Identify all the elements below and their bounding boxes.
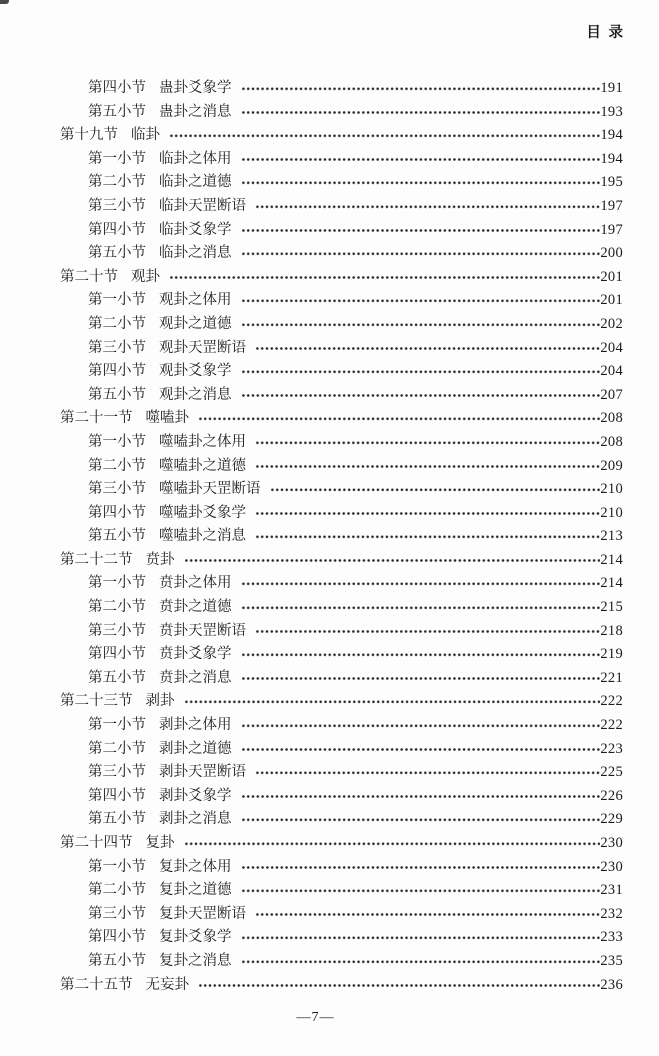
- entry-label: 第二小节: [88, 457, 146, 474]
- dotted-leader: [255, 903, 600, 927]
- toc-entry: [0, 455, 623, 479]
- toc-entry: [0, 667, 623, 691]
- dotted-leader: [241, 714, 601, 738]
- dotted-leader: [241, 738, 601, 762]
- toc-entry: [0, 266, 623, 290]
- entry-page-number: 233: [600, 929, 623, 946]
- entry-page-number: 201: [600, 268, 623, 285]
- entry-page-number: 229: [600, 811, 623, 828]
- entry-label: 第一小节: [88, 292, 146, 309]
- entry-title: 噬嗑卦天罡断语: [159, 481, 261, 498]
- dotted-leader: [169, 124, 600, 148]
- dotted-leader: [255, 195, 600, 219]
- dotted-leader: [241, 242, 601, 266]
- toc-entry: [0, 643, 623, 667]
- toc-entry: [0, 101, 623, 125]
- entry-label: 第五小节: [88, 386, 146, 403]
- entry-title: 临卦: [131, 127, 160, 144]
- entry-label: 第二小节: [88, 315, 146, 332]
- entry-label: 第二小节: [88, 882, 146, 899]
- dotted-leader: [241, 667, 601, 691]
- dotted-leader: [241, 808, 601, 832]
- entry-title: 剥卦天罡断语: [159, 764, 246, 781]
- dotted-leader: [241, 879, 601, 903]
- entry-title: 复卦天罡断语: [159, 905, 246, 922]
- entry-page-number: 213: [600, 528, 623, 545]
- dotted-leader: [255, 455, 600, 479]
- entry-title: 噬嗑卦: [145, 410, 189, 427]
- toc-entry: [0, 620, 623, 644]
- entry-page-number: 208: [600, 410, 623, 427]
- entry-label: 第二十节: [60, 268, 118, 285]
- entry-title: 剥卦之体用: [159, 717, 232, 734]
- entry-title: 观卦天罡断语: [159, 339, 246, 356]
- page-title: 目 录: [586, 25, 625, 41]
- dotted-leader: [241, 384, 601, 408]
- toc-entry: [0, 785, 623, 809]
- toc-entry: [0, 289, 623, 313]
- toc-entry: [0, 77, 623, 101]
- dotted-leader: [241, 289, 601, 313]
- entry-label: 第一小节: [88, 433, 146, 450]
- entry-label: 第四小节: [88, 929, 146, 946]
- entry-title: 蛊卦之消息: [159, 103, 232, 120]
- toc-entry: [0, 879, 623, 903]
- entry-page-number: 223: [600, 740, 623, 757]
- entry-page-number: 236: [600, 976, 623, 993]
- entry-page-number: 195: [600, 174, 623, 191]
- entry-label: 第二小节: [88, 174, 146, 191]
- entry-label: 第五小节: [88, 811, 146, 828]
- dotted-leader: [241, 77, 601, 101]
- toc-entry: [0, 549, 623, 573]
- entry-label: 第一小节: [88, 575, 146, 592]
- entry-label: 第二十二节: [60, 551, 133, 568]
- entry-title: 观卦之体用: [159, 292, 232, 309]
- toc-entry: [0, 738, 623, 762]
- toc-entry: [0, 242, 623, 266]
- dotted-leader: [184, 690, 601, 714]
- entry-page-number: 221: [600, 669, 623, 686]
- entry-title: 贲卦: [145, 551, 175, 568]
- dotted-leader: [255, 431, 600, 455]
- dotted-leader: [198, 974, 600, 998]
- entry-page-number: 193: [600, 103, 623, 120]
- toc-entry: [0, 219, 623, 243]
- entry-label: 第五小节: [88, 952, 146, 969]
- dotted-leader: [241, 926, 601, 950]
- dotted-leader: [255, 525, 600, 549]
- entry-title: 复卦之消息: [159, 952, 232, 969]
- entry-page-number: 194: [600, 150, 623, 167]
- entry-label: 第三小节: [88, 764, 146, 781]
- entry-page-number: 201: [600, 292, 623, 309]
- entry-title: 剥卦之道德: [159, 740, 232, 757]
- dotted-leader: [241, 219, 601, 243]
- entry-page-number: 226: [600, 787, 623, 804]
- entry-title: 噬嗑卦爻象学: [159, 504, 246, 521]
- entry-label: 第四小节: [88, 787, 146, 804]
- toc-entry: [0, 124, 623, 148]
- entry-page-number: 215: [600, 599, 623, 616]
- entry-label: 第四小节: [88, 504, 146, 521]
- entry-label: 第三小节: [88, 481, 146, 498]
- entry-label: 第二小节: [88, 740, 146, 757]
- entry-page-number: 214: [600, 551, 623, 568]
- entry-title: 复卦: [145, 835, 175, 851]
- entry-page-number: 194: [600, 127, 623, 144]
- toc-entry: [0, 596, 623, 620]
- toc-entry: [0, 903, 623, 927]
- entry-title: 复卦之道德: [159, 882, 232, 899]
- toc-entry: [0, 171, 623, 195]
- entry-title: 临卦天罡断语: [159, 197, 246, 214]
- entry-label: 第一小节: [88, 150, 146, 167]
- scan-edge-artifact: [0, 0, 9, 4]
- toc-entry: [0, 525, 623, 549]
- entry-page-number: 207: [600, 386, 623, 403]
- toc-entry: [0, 926, 623, 950]
- entry-page-number: 210: [600, 481, 623, 498]
- entry-label: 第三小节: [88, 622, 146, 639]
- dotted-leader: [184, 832, 601, 856]
- dotted-leader: [241, 856, 601, 880]
- entry-page-number: 230: [600, 858, 623, 875]
- entry-label: 第五小节: [88, 245, 146, 262]
- entry-label: 第四小节: [88, 646, 146, 663]
- entry-page-number: 214: [600, 575, 623, 592]
- entry-page-number: 225: [600, 764, 623, 781]
- entry-label: 第二十三节: [60, 693, 133, 710]
- entry-title: 复卦之体用: [159, 858, 232, 875]
- entry-page-number: 230: [600, 835, 623, 851]
- entry-page-number: 222: [600, 693, 623, 710]
- footer-page-number: —7—: [296, 1010, 335, 1025]
- toc-entry: [0, 832, 623, 856]
- toc-entry: [0, 195, 623, 219]
- entry-title: 蛊卦爻象学: [159, 80, 232, 96]
- entry-label: 第三小节: [88, 905, 146, 922]
- toc-entry: [0, 478, 623, 502]
- toc-entry: [0, 313, 623, 337]
- entry-page-number: 204: [600, 339, 623, 356]
- toc-entry: [0, 808, 623, 832]
- entry-title: 观卦: [131, 268, 160, 285]
- entry-label: 第二小节: [88, 599, 146, 616]
- toc-entry: [0, 761, 623, 785]
- entry-page-number: 222: [600, 717, 623, 734]
- toc-list: [0, 77, 623, 997]
- entry-page-number: 231: [600, 882, 623, 899]
- toc-entry: [0, 572, 623, 596]
- toc-entry: [0, 148, 623, 172]
- dotted-leader: [241, 313, 601, 337]
- entry-title: 剥卦之消息: [159, 811, 232, 828]
- entry-title: 临卦爻象学: [159, 221, 232, 238]
- dotted-leader: [169, 266, 600, 290]
- entry-label: 第二十四节: [60, 835, 133, 851]
- entry-label: 第二十五节: [60, 976, 133, 993]
- entry-title: 复卦爻象学: [159, 929, 232, 946]
- toc-entry: [0, 714, 623, 738]
- toc-entry: [0, 431, 623, 455]
- entry-title: 贲卦爻象学: [159, 646, 232, 663]
- entry-page-number: 218: [600, 622, 623, 639]
- entry-page-number: 202: [600, 315, 623, 332]
- toc-entry: [0, 384, 623, 408]
- dotted-leader: [241, 643, 601, 667]
- entry-title: 剥卦爻象学: [159, 787, 232, 804]
- entry-title: 剥卦: [145, 693, 175, 710]
- entry-page-number: 219: [600, 646, 623, 663]
- entry-label: 第五小节: [88, 103, 146, 120]
- entry-label: 第三小节: [88, 197, 146, 214]
- entry-title: 噬嗑卦之道德: [159, 457, 246, 474]
- toc-entry: [0, 950, 623, 974]
- toc-entry: [0, 407, 623, 431]
- entry-page-number: 232: [600, 905, 623, 922]
- entry-page-number: 210: [600, 504, 623, 521]
- dotted-leader: [255, 761, 600, 785]
- entry-title: 临卦之体用: [159, 150, 232, 167]
- entry-title: 观卦之消息: [159, 386, 232, 403]
- dotted-leader: [255, 502, 600, 526]
- entry-label: 第二十一节: [60, 410, 133, 427]
- toc-entry: [0, 502, 623, 526]
- dotted-leader: [255, 620, 600, 644]
- entry-title: 噬嗑卦之消息: [159, 528, 246, 545]
- entry-title: 贲卦之体用: [159, 575, 232, 592]
- entry-title: 贲卦之消息: [159, 669, 232, 686]
- dotted-leader: [241, 171, 601, 195]
- toc-entry: [0, 974, 623, 998]
- entry-label: 第三小节: [88, 339, 146, 356]
- dotted-leader: [241, 596, 601, 620]
- entry-page-number: 208: [600, 433, 623, 450]
- dotted-leader: [241, 360, 601, 384]
- entry-title: 无妄卦: [145, 976, 189, 993]
- dotted-leader: [255, 337, 600, 361]
- entry-label: 第五小节: [88, 669, 146, 686]
- entry-title: 噬嗑卦之体用: [159, 433, 246, 450]
- entry-label: 第十九节: [60, 127, 118, 144]
- entry-label: 第四小节: [88, 80, 146, 96]
- entry-title: 贲卦之道德: [159, 599, 232, 616]
- toc-entry: [0, 856, 623, 880]
- entry-page-number: 197: [600, 221, 623, 238]
- toc-entry: [0, 360, 623, 384]
- entry-title: 观卦爻象学: [159, 363, 232, 380]
- entry-title: 临卦之道德: [159, 174, 232, 191]
- entry-label: 第五小节: [88, 528, 146, 545]
- entry-page-number: 209: [600, 457, 623, 474]
- entry-title: 临卦之消息: [159, 245, 232, 262]
- dotted-leader: [241, 148, 601, 172]
- toc-entry: [0, 690, 623, 714]
- entry-page-number: 191: [600, 80, 623, 96]
- dotted-leader: [241, 950, 601, 974]
- dotted-leader: [198, 407, 600, 431]
- entry-label: 第一小节: [88, 858, 146, 875]
- dotted-leader: [270, 478, 601, 502]
- entry-label: 第四小节: [88, 221, 146, 238]
- dotted-leader: [241, 785, 601, 809]
- entry-page-number: 204: [600, 363, 623, 380]
- dotted-leader: [241, 572, 601, 596]
- dotted-leader: [241, 101, 601, 125]
- entry-page-number: 197: [600, 197, 623, 214]
- entry-title: 观卦之道德: [159, 315, 232, 332]
- entry-label: 第一小节: [88, 717, 146, 734]
- dotted-leader: [184, 549, 601, 573]
- entry-page-number: 200: [600, 245, 623, 262]
- toc-entry: [0, 337, 623, 361]
- entry-title: 贲卦天罡断语: [159, 622, 246, 639]
- entry-page-number: 235: [600, 952, 623, 969]
- entry-label: 第四小节: [88, 363, 146, 380]
